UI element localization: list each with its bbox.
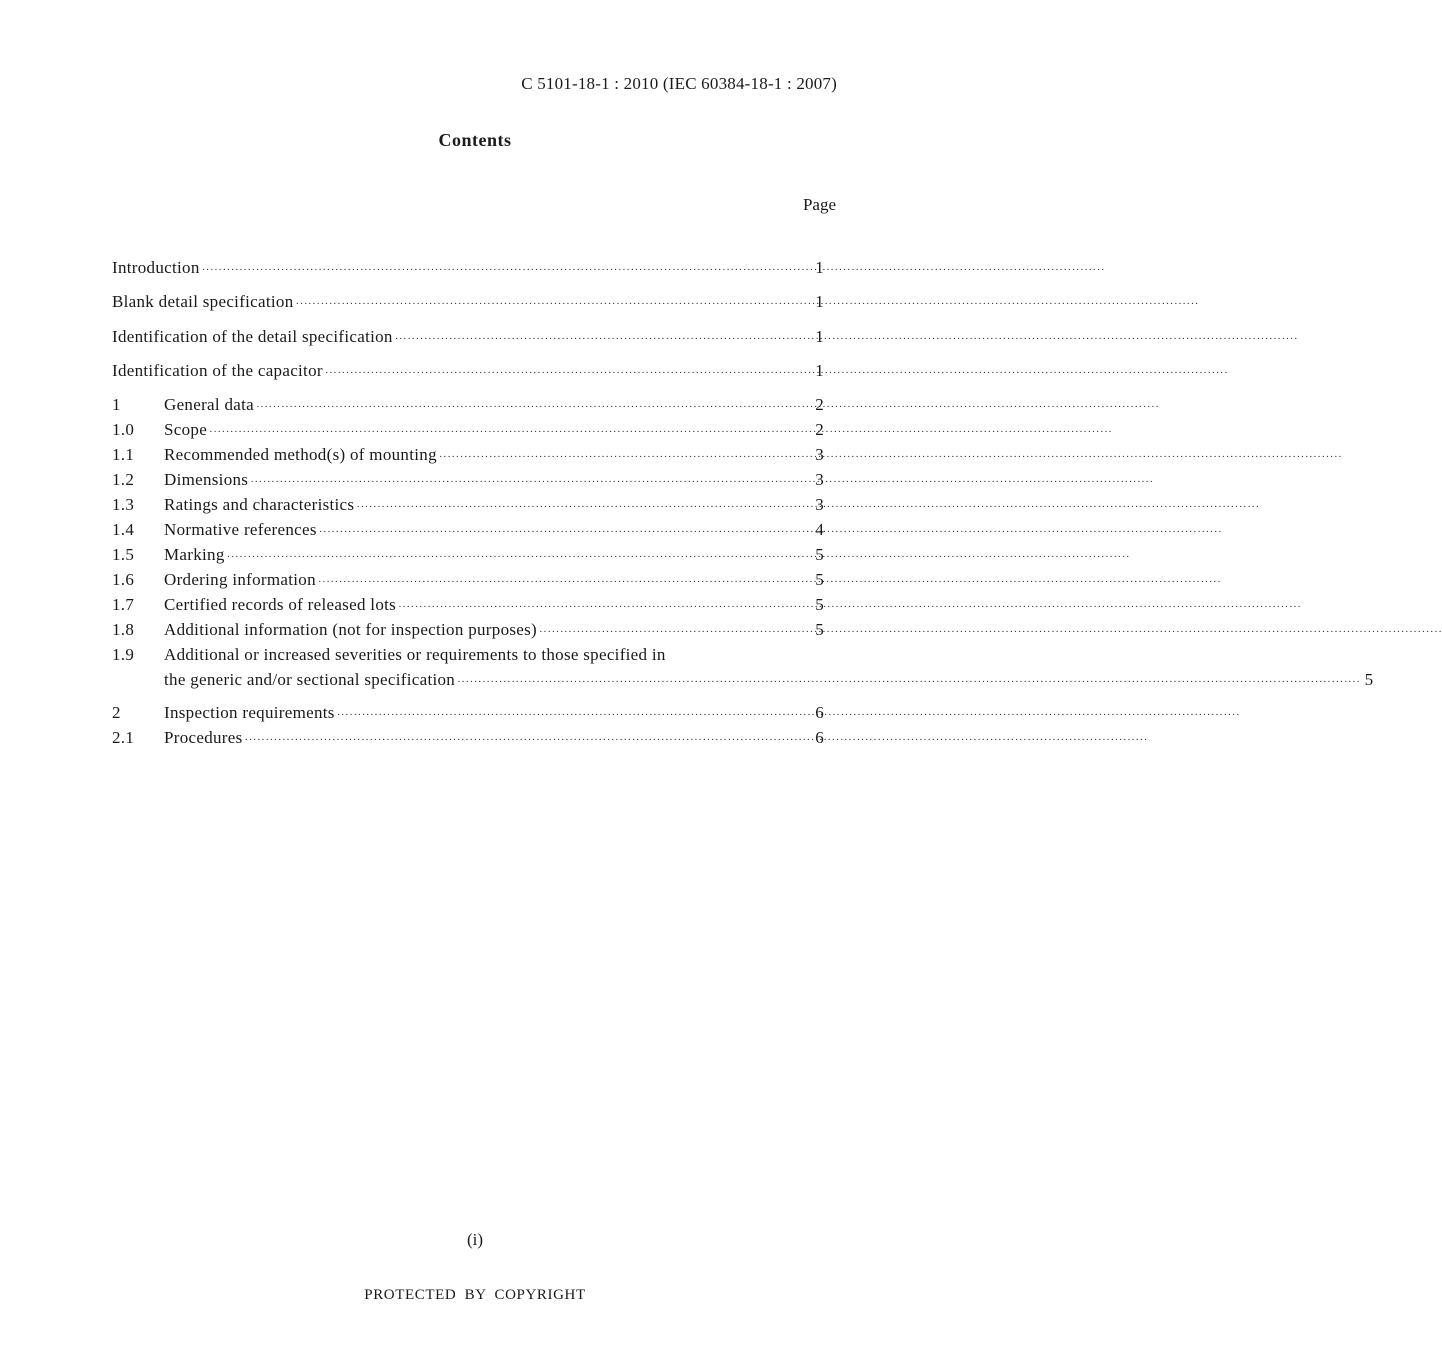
toc-section-title: Procedures bbox=[164, 728, 243, 748]
toc-section-1-8[interactable] bbox=[112, 619, 824, 644]
toc-section-number: 2 bbox=[112, 703, 121, 723]
toc-section-title: Additional information (not for inspection purposes) bbox=[164, 620, 538, 640]
toc-section-2-1[interactable] bbox=[112, 727, 824, 752]
toc-leader-dots bbox=[250, 471, 1153, 493]
toc-section-title: Certified records of released lots bbox=[164, 595, 397, 615]
toc-leader-dots bbox=[398, 596, 1301, 618]
toc-leader-dots bbox=[395, 328, 1298, 350]
toc-section-number: 1.1 bbox=[112, 445, 135, 465]
toc-section-title: Marking bbox=[164, 545, 225, 565]
toc-section-1-2[interactable] bbox=[112, 469, 824, 494]
toc-section-1-4[interactable] bbox=[112, 519, 824, 544]
toc-entry-blank-detail-specification[interactable] bbox=[112, 291, 824, 325]
toc-leader-dots bbox=[356, 496, 1259, 518]
toc-section-title: Dimensions bbox=[164, 470, 249, 490]
toc-entry-page: 1 bbox=[815, 258, 824, 277]
toc-leader-dots bbox=[325, 362, 1228, 384]
toc-section-title-line2: the generic and/or sectional specification bbox=[164, 670, 456, 690]
contents-title: Contents bbox=[438, 130, 512, 150]
toc-entry-title: Blank detail specification bbox=[112, 292, 294, 312]
toc-section-number: 1.5 bbox=[112, 545, 135, 565]
toc-section-page: 2 bbox=[815, 395, 824, 415]
toc-leader-dots bbox=[202, 259, 1105, 281]
toc-section-1-5[interactable] bbox=[112, 544, 824, 569]
toc-section-title: General data bbox=[164, 395, 254, 415]
toc-entry-title: Identification of the capacitor bbox=[112, 360, 323, 380]
toc-entry-page: 1 bbox=[815, 360, 824, 380]
toc-section-1-1[interactable] bbox=[112, 444, 824, 469]
toc-section-number: 1.7 bbox=[112, 595, 135, 615]
toc-section-1-7[interactable] bbox=[112, 594, 824, 619]
toc-leader-dots bbox=[256, 396, 1159, 418]
toc-section-page: 5 bbox=[815, 595, 824, 615]
toc-entry-title: Introduction bbox=[112, 258, 200, 277]
toc-entry-title: Identification of the detail specification bbox=[112, 326, 393, 346]
toc-section-page: 3 bbox=[815, 470, 824, 490]
toc-section-title: Normative references bbox=[164, 520, 317, 540]
table-of-contents bbox=[112, 257, 1374, 752]
toc-section-1-9[interactable] bbox=[112, 644, 1374, 702]
toc-section-number: 1.0 bbox=[112, 420, 135, 440]
toc-entry-identification-detail-specification[interactable] bbox=[112, 326, 824, 360]
toc-section-1[interactable] bbox=[112, 394, 824, 419]
toc-leader-dots bbox=[318, 571, 1221, 593]
toc-leader-dots bbox=[245, 729, 1148, 751]
toc-section-title: Inspection requirements bbox=[164, 703, 335, 723]
toc-section-page: 3 bbox=[815, 495, 824, 515]
toc-section-page: 6 bbox=[815, 728, 824, 748]
toc-section-number: 1.4 bbox=[112, 520, 135, 540]
toc-section-1-6[interactable] bbox=[112, 569, 824, 594]
toc-section-page: 2 bbox=[815, 420, 824, 440]
copyright-notice: PROTECTED BY COPYRIGHT bbox=[364, 1287, 586, 1303]
toc-section-title: Ratings and characteristics bbox=[164, 495, 355, 515]
toc-entry-page: 1 bbox=[815, 292, 824, 312]
toc-section-number: 1.9 bbox=[112, 645, 135, 665]
toc-leader-dots bbox=[539, 621, 1442, 643]
toc-leader-dots bbox=[319, 521, 1222, 543]
toc-section-number: 1.3 bbox=[112, 495, 135, 515]
toc-section-page: 5 bbox=[815, 620, 824, 640]
toc-leader-dots bbox=[209, 421, 1112, 443]
document-code: C 5101-18-1 : 2010 (IEC 60384-18-1 : 2007) bbox=[521, 74, 837, 93]
toc-section-number: 1 bbox=[112, 395, 121, 415]
toc-section-page: 3 bbox=[815, 445, 824, 465]
toc-section-title: Ordering information bbox=[164, 570, 316, 590]
toc-section-page: 5 bbox=[1364, 670, 1374, 690]
toc-section-1-3[interactable] bbox=[112, 494, 824, 519]
toc-section-title: Recommended method(s) of mounting bbox=[164, 445, 437, 465]
toc-section-page: 5 bbox=[815, 570, 824, 590]
page-column-label: Page bbox=[802, 195, 836, 214]
toc-section-page: 6 bbox=[815, 703, 824, 723]
toc-section-1-0[interactable] bbox=[112, 419, 824, 444]
toc-leader-dots bbox=[296, 293, 1199, 315]
toc-entry-identification-capacitor[interactable] bbox=[112, 360, 824, 394]
toc-leader-dots bbox=[457, 671, 1360, 693]
toc-section-number: 1.8 bbox=[112, 620, 135, 640]
toc-entry-page: 1 bbox=[815, 326, 824, 346]
toc-section-2[interactable] bbox=[112, 702, 824, 727]
toc-leader-dots bbox=[337, 704, 1240, 726]
toc-section-title-line1: Additional or increased severities or requirements to those specified in bbox=[164, 645, 666, 665]
page-number: (i) bbox=[466, 1230, 484, 1249]
toc-section-title: Scope bbox=[164, 420, 208, 440]
toc-section-page: 4 bbox=[815, 520, 824, 540]
toc-section-number: 2.1 bbox=[112, 728, 135, 748]
toc-leader-dots bbox=[439, 446, 1342, 468]
toc-entry-introduction[interactable] bbox=[112, 257, 824, 291]
toc-section-number: 1.6 bbox=[112, 570, 135, 590]
toc-section-page: 5 bbox=[815, 545, 824, 565]
toc-section-number: 1.2 bbox=[112, 470, 135, 490]
toc-leader-dots bbox=[227, 546, 1130, 568]
